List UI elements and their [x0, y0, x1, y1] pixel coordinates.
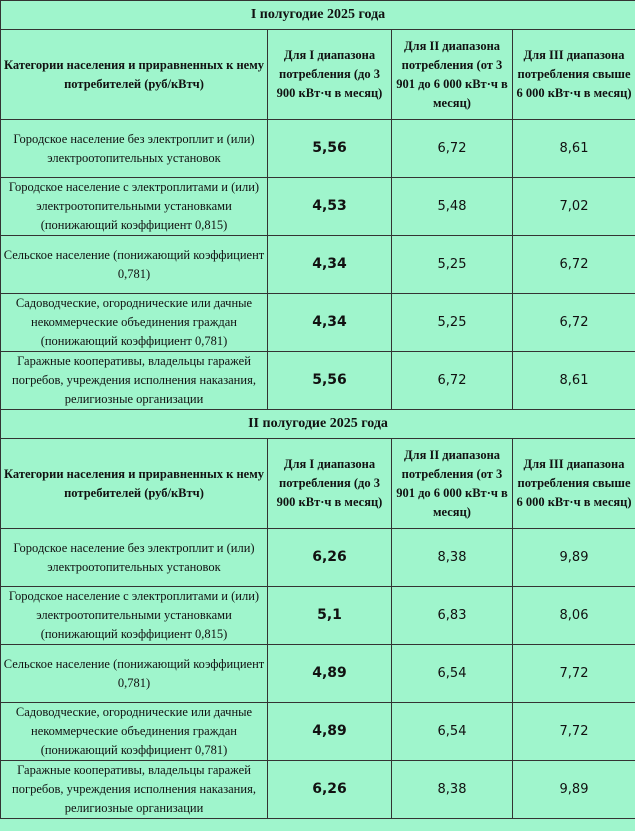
- header-range-1: Для I диапазона потребления (до 3 900 кВт·ч в месяц): [268, 439, 392, 529]
- rate-range-2: 8,38: [392, 761, 513, 819]
- rate-range-2: 5,48: [392, 178, 513, 236]
- rate-range-3: 7,72: [513, 703, 635, 761]
- rate-range-2: 6,72: [392, 352, 513, 410]
- rate-range-1: 4,53: [268, 178, 392, 236]
- header-range-2: Для II диапазона потребления (от 3 901 до 6 000 кВт·ч в месяц): [392, 30, 513, 120]
- rate-range-2: 5,25: [392, 294, 513, 352]
- header-range-3: Для III диапазона потребления свыше 6 000 кВт·ч в месяц): [513, 30, 635, 120]
- table-row: [1, 178, 635, 236]
- rate-range-2: 8,38: [392, 529, 513, 587]
- section-title: I полугодие 2025 года: [1, 1, 635, 30]
- rate-range-2: 6,83: [392, 587, 513, 645]
- rate-range-3: 6,72: [513, 294, 635, 352]
- rate-range-1: 5,56: [268, 352, 392, 410]
- header-range-1: Для I диапазона потребления (до 3 900 кВт·ч в месяц): [268, 30, 392, 120]
- header-row: [1, 30, 635, 120]
- rate-range-1: 4,34: [268, 294, 392, 352]
- section-row-h2: [1, 410, 635, 439]
- row-category: Гаражные кооперативы, владельцы гаражей погребов, учреждения исполнения наказания, религиозные организации: [1, 352, 268, 410]
- rate-range-1: 4,34: [268, 236, 392, 294]
- header-category: Категории населения и приравненных к нему потребителей (руб/кВтч): [1, 439, 268, 529]
- rate-range-1: 6,26: [268, 529, 392, 587]
- rate-range-3: 7,02: [513, 178, 635, 236]
- row-category: Сельское население (понижающий коэффициент 0,781): [1, 645, 268, 703]
- header-category: Категории населения и приравненных к нему потребителей (руб/кВтч): [1, 30, 268, 120]
- rate-range-3: 8,61: [513, 352, 635, 410]
- row-category: Садоводческие, огороднические или дачные некоммерческие объединения граждан (понижающий коэффициент 0,781): [1, 703, 268, 761]
- table-row: [1, 587, 635, 645]
- table-row: [1, 645, 635, 703]
- rate-range-2: 5,25: [392, 236, 513, 294]
- table-row: [1, 529, 635, 587]
- row-category: Городское население без электроплит и (или) электроотопительных установок: [1, 529, 268, 587]
- section-row-h1: [1, 1, 635, 30]
- rate-range-1: 5,56: [268, 120, 392, 178]
- rate-range-2: 6,72: [392, 120, 513, 178]
- row-category: Сельское население (понижающий коэффициент 0,781): [1, 236, 268, 294]
- row-category: Гаражные кооперативы, владельцы гаражей погребов, учреждения исполнения наказания, религиозные организации: [1, 761, 268, 819]
- rate-range-1: 6,26: [268, 761, 392, 819]
- header-row: [1, 439, 635, 529]
- rate-range-2: 6,54: [392, 703, 513, 761]
- table-row: [1, 703, 635, 761]
- header-range-3: Для III диапазона потребления свыше 6 000 кВт·ч в месяц): [513, 439, 635, 529]
- row-category: Городское население с электроплитами и (или) электроотопительными установками (понижающий коэффициент 0,815): [1, 178, 268, 236]
- rate-range-1: 5,1: [268, 587, 392, 645]
- table-row: [1, 120, 635, 178]
- table-row: [1, 352, 635, 410]
- table-row: [1, 236, 635, 294]
- row-category: Городское население с электроплитами и (или) электроотопительными установками (понижающий коэффициент 0,815): [1, 587, 268, 645]
- rate-range-3: 8,06: [513, 587, 635, 645]
- rate-range-2: 6,54: [392, 645, 513, 703]
- table-row: [1, 294, 635, 352]
- rate-range-3: 9,89: [513, 761, 635, 819]
- header-range-2: Для II диапазона потребления (от 3 901 до 6 000 кВт·ч в месяц): [392, 439, 513, 529]
- rate-range-3: 6,72: [513, 236, 635, 294]
- row-category: Городское население без электроплит и (или) электроотопительных установок: [1, 120, 268, 178]
- rate-range-3: 9,89: [513, 529, 635, 587]
- table-row: [1, 761, 635, 819]
- rate-range-3: 7,72: [513, 645, 635, 703]
- rate-range-3: 8,61: [513, 120, 635, 178]
- row-category: Садоводческие, огороднические или дачные некоммерческие объединения граждан (понижающий коэффициент 0,781): [1, 294, 268, 352]
- rate-range-1: 4,89: [268, 645, 392, 703]
- rate-range-1: 4,89: [268, 703, 392, 761]
- section-title: II полугодие 2025 года: [1, 410, 635, 439]
